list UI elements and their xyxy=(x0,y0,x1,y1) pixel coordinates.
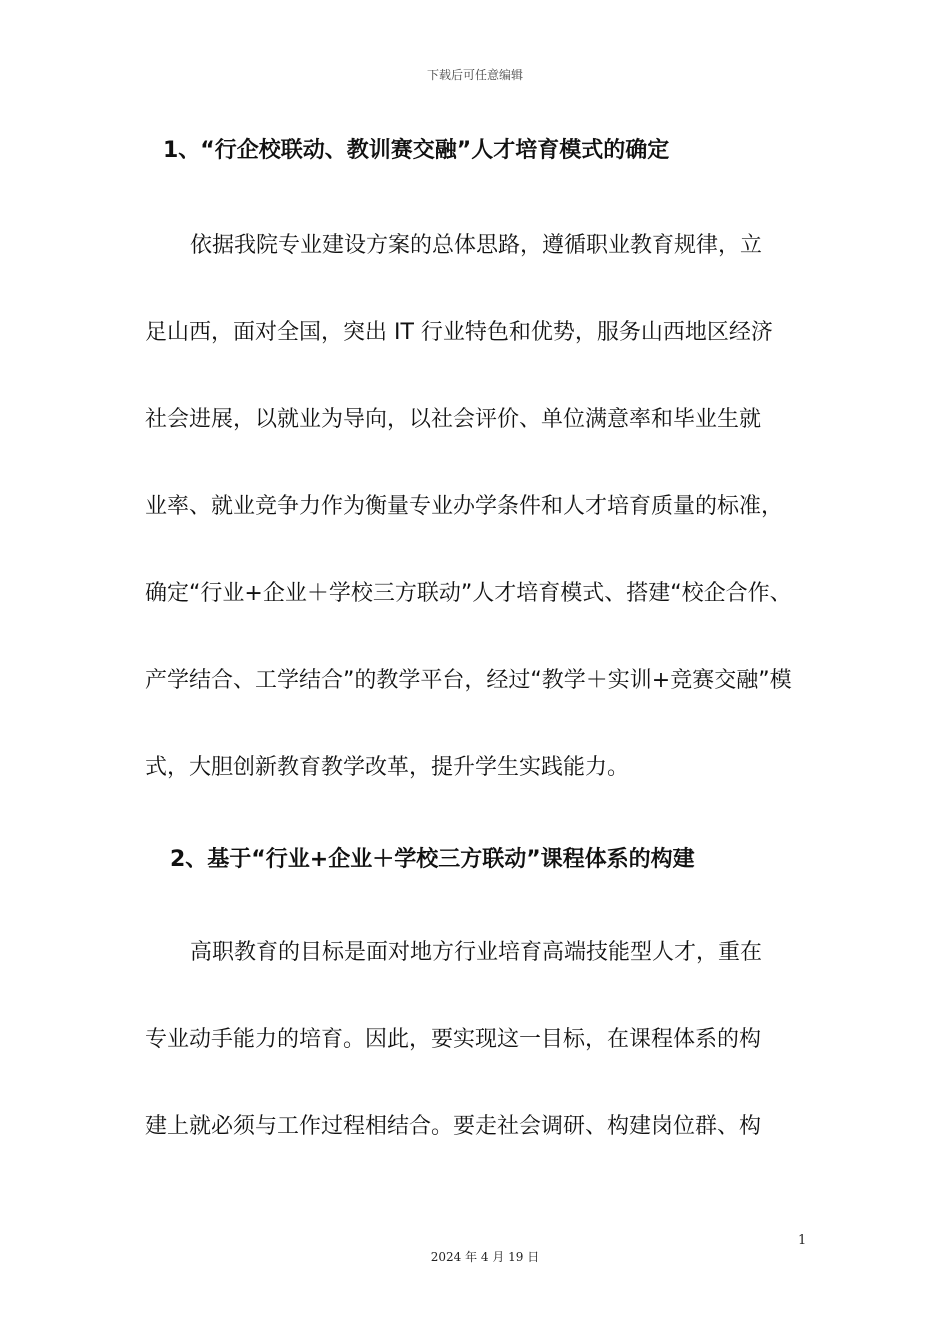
paragraph-2-line-3: 建上就必须与工作过程相结合。要走社会调研、构建岗位群、构 xyxy=(145,1114,762,1139)
paragraph-1-line-2: 足山西，面对全国，突出 IT 行业特色和优势，服务山西地区经济 xyxy=(145,320,773,345)
page-number: 1 xyxy=(798,1233,807,1248)
paragraph-2-line-2: 专业动手能力的培育。因此，要实现这一目标，在课程体系的构 xyxy=(145,1027,762,1052)
section-heading-2: 2、基于“行业+企业＋学校三方联动”课程体系的构建 xyxy=(170,847,695,872)
paragraph-1-line-7: 式，大胆创新教育教学改革，提升学生实践能力。 xyxy=(145,755,630,780)
footer-date: 2024 年 4 月 19 日 xyxy=(430,1250,540,1264)
paragraph-2-line-1: 高职教育的目标是面对地方行业培育高端技能型人才，重在 xyxy=(190,940,763,965)
header-note: 下载后可任意编辑 xyxy=(426,68,523,82)
paragraph-1-line-4: 业率、就业竞争力作为衡量专业办学条件和人才培育质量的标准， xyxy=(145,494,784,519)
section-heading-1: 1、“行企校联动、教训赛交融”人才培育模式的确定 xyxy=(163,138,670,163)
paragraph-1-line-1: 依据我院专业建设方案的总体思路，遵循职业教育规律，立 xyxy=(190,233,763,258)
paragraph-1-line-6: 产学结合、工学结合”的教学平台，经过“教学＋实训+竞赛交融”模 xyxy=(145,668,792,693)
paragraph-1-line-5: 确定“行业+企业＋学校三方联动”人才培育模式、搭建“校企合作、 xyxy=(145,581,792,606)
paragraph-1-line-3: 社会进展，以就业为导向，以社会评价、单位满意率和毕业生就 xyxy=(145,407,762,432)
